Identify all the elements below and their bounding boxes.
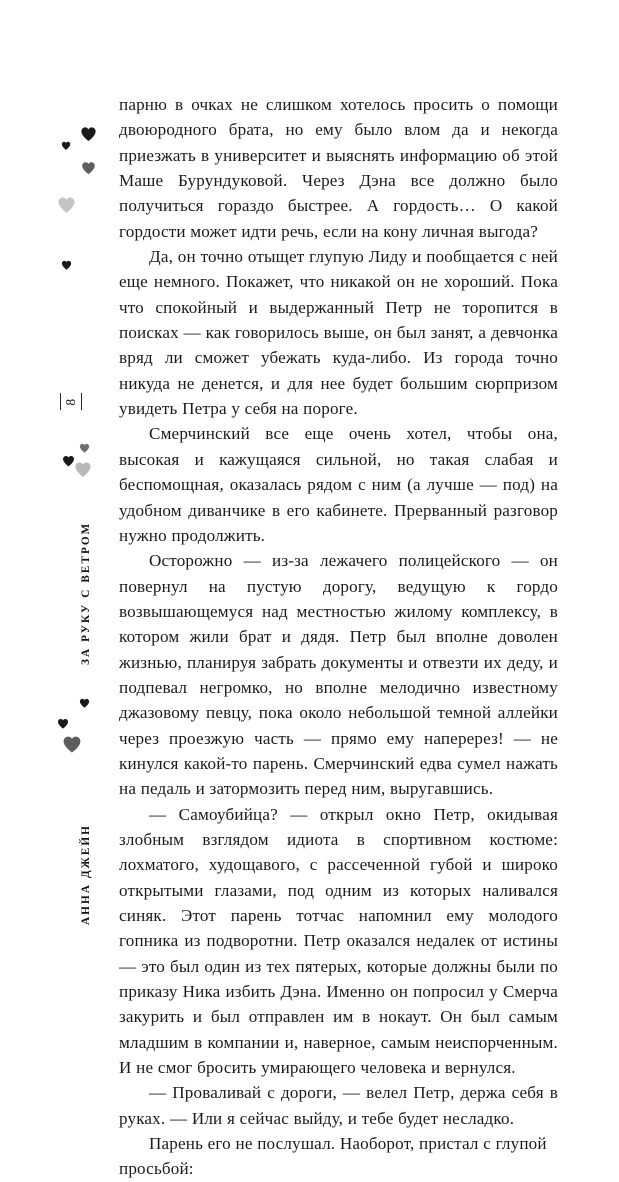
heart-icon — [61, 141, 71, 151]
heart-icon — [62, 735, 82, 755]
folio-rule-bottom — [81, 394, 82, 411]
paragraph: Осторожно — из-за лежачего полицейского — он повернул на пустую дорогу, ведущую к гордо возвышающемуся над местностью жилому комплексу, в котором жили брат и дядя. Петр был вполне доволен жизнью, планируя забрать документы и отвезти их деду, и подпевал негромко, но вполне мелодично известному джазовому певцу, пока около небольшой темной аллейки через проезжую часть — прямо ему наперерез! — не кинулся какой-то парень. Смерчинский едва сумел нажать на педаль и затормозить перед ним, выругавшись. — [119, 551, 558, 799]
paragraph: Парень его не послушал. Наоборот, пристал с глупой просьбой: — [119, 1134, 547, 1179]
paragraph: Да, он точно отыщет глупую Лиду и пообщается с ней еще немного. Покажет, что никакой он не хороший. Пока что спокойный и выдержанный Петр не торопится в поисках — как говорилось выше, он был занят, а девчонка вряд ли сможет убежать куда-либо. Из города точно никуда не денется, и для нее будет большим сюрпризом увидеть Петра у себя на пороге. — [119, 247, 558, 419]
heart-icon — [74, 461, 92, 479]
page-number: 8 — [63, 398, 79, 406]
heart-icon — [57, 196, 76, 215]
paragraph: — Самоубийца? — открыл окно Петр, окидывая злобным взглядом идиота в спортивном костюме: лохматого, худощавого, с рассеченной губой и широко открытыми глазами, под одним из которых наливался синяк. Этот парень тотчас напомнил ему молодого гопника из подворотни. Петр оказался недалек от истины — это был один из тех пятерых, которые должны были по приказу Ника избить Дэна. Именно он попросил у Смерча закурить и был отправлен им в нокаут. Он был самым младшим в компании и, наверное, самым неиспорченным. И не смог бросить умирающего человека и вернулся. — [119, 804, 558, 1078]
running-head-title: ЗА РУКУ С ВЕТРОМ — [80, 521, 92, 665]
left-margin — [0, 0, 119, 1000]
paragraph: парню в очках не слишком хотелось просить о помощи двоюродного брата, но ему было влом да и некогда приезжать в университет и выяснять информацию об этой Маше Бурундуковой. Через Дэна все должно было получиться гораздо быстрее. А гордость… О какой гордости может идти речь, если на кону личная выгода? — [119, 95, 558, 241]
heart-icon — [81, 161, 96, 176]
heart-icon — [57, 718, 69, 730]
page-number-folio — [41, 379, 101, 425]
heart-icon — [61, 260, 72, 271]
running-head-author: АННА ДЖЕЙН — [80, 824, 92, 925]
heart-icon — [80, 126, 97, 143]
heart-icon — [79, 698, 90, 709]
heart-icon — [79, 443, 90, 454]
paragraph: — Проваливай с дороги, — велел Петр, держа себя в руках. — Или я сейчас выйду, и тебе будет несладко. — [119, 1083, 558, 1128]
paragraph: Смерчинский все еще очень хотел, чтобы она, высокая и кажущаяся сильной, но такая слабая и беспомощная, оказалась рядом с ним (а лучше — под) на удобном диванчике в его кабинете. Прерванный разговор нужно продолжить. — [119, 424, 558, 545]
body-text-column — [119, 92, 558, 1182]
